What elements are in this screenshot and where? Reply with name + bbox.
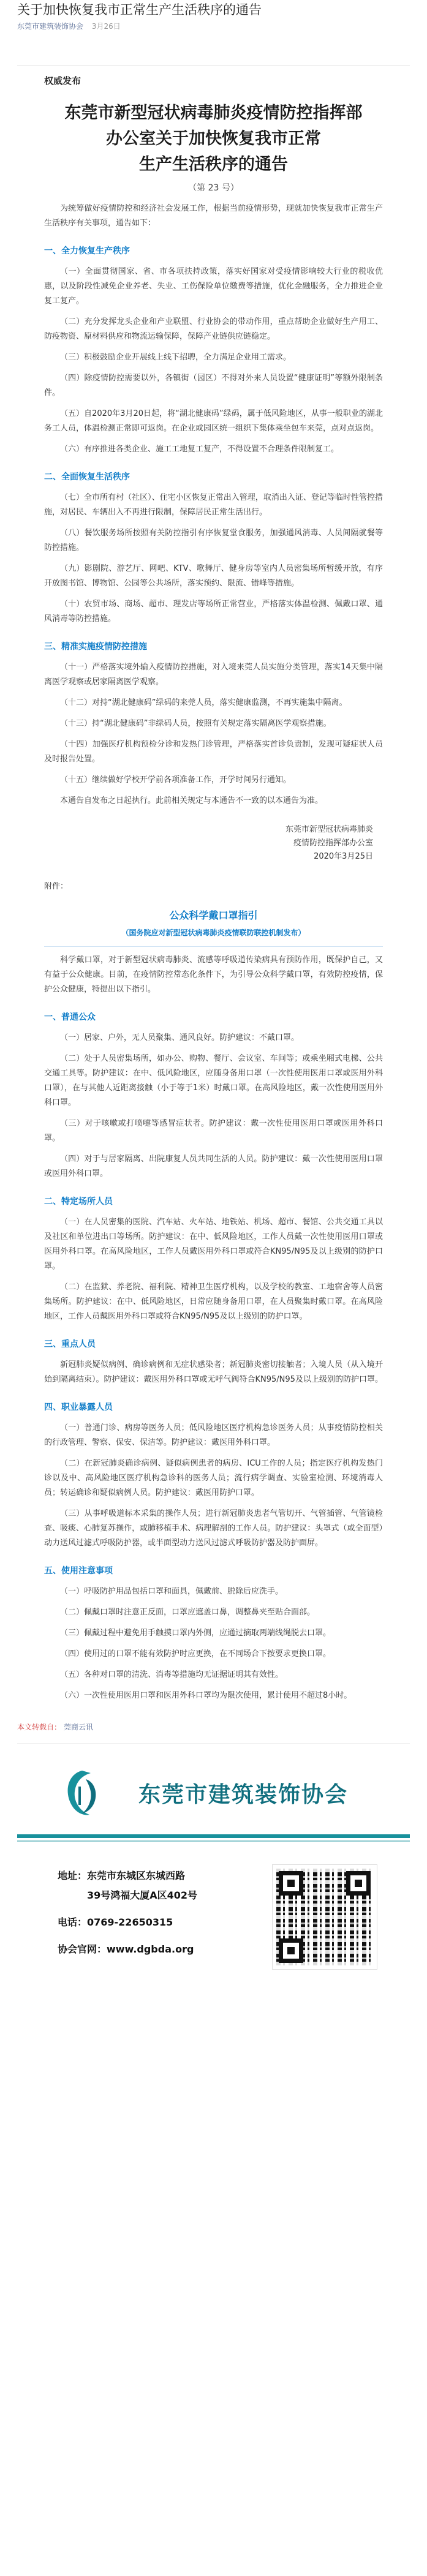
guide-paragraph: （一）居家、户外，无人员聚集、通风良好。防护建议：不戴口罩。 [60,1033,300,1042]
guide-section-2 [17,1195,410,1324]
guide-paragraph: （三）从事呼吸道标本采集的操作人员；进行新冠肺炎患者气管切开、气管插管、气管镜检查、吸痰、心肺复苏操作，或肺移植手术、病理解剖的工作人员。防护建议：头罩式（或全面型）动力送风过滤式呼吸防护器，或半面型动力送风过滤式呼吸防护器及防护面屏。 [44,1509,383,1548]
section-paragraph: （十四）加强医疗机构预检分诊和发热门诊管理，严格落实首诊负责制，发现可疑症状人员及时报告处置。 [44,740,383,764]
signature-date: 2020年3月25日 [314,852,373,861]
section-paragraph: （三）积极鼓励企业开展线上线下招聘，全力满足企业用工需求。 [60,353,292,362]
website-line[interactable]: 协会官网：www.dgbda.org [58,1943,194,1955]
section-paragraph: （十一）严格落实境外输入疫情防控措施，对入境来莞人员实施分类管理，落实14天集中隔离医学观察或居家隔离医学观察。 [44,663,383,687]
guide-section-heading: 五、使用注意事项 [44,1566,113,1576]
guide-paragraph: （二）佩戴口罩时注意正反面，口罩应遮盖口鼻，调整鼻夹至贴合面部。 [60,1608,316,1617]
guide-section-3 [17,1338,410,1387]
divider [44,946,383,947]
closing-paragraph: 本通告自发布之日起执行。此前相关规定与本通告不一致的以本通告为准。 [60,796,323,805]
document-title [17,100,410,178]
guide-section-heading: 二、特定场所人员 [44,1197,113,1207]
section-heading: 二、全面恢复生活秩序 [44,472,130,482]
guide-paragraph: （五）各种对口罩的清洗、消毒等措施均无证据证明其有效性。 [60,1670,284,1679]
section-paragraph: （二）充分发挥龙头企业和产业联盟、行业协会的带动作用，重点帮助企业做好生产用工、防疫物资、原材料供应和物流运输保障，保障产业链供应链稳定。 [44,317,383,341]
qr-code-icon [273,1865,377,1969]
section-paragraph: （五）自2020年3月20日起，将“湖北健康码”绿码，属于低风险地区，从事一般职业的湖北务工人员，体温检测正常即可返岗。在企业或园区统一组织下集体乘坐包车来莞，点对点返岗。 [44,409,383,433]
guide-paragraph: （二）处于人员密集场所，如办公、购物、餐厅、会议室、车间等；或乘坐厢式电梯、公共交通工具等。防护建议：在中、低风险地区，应随身备用口罩（一次性使用医用口罩或医用外科口罩），在与其他人近距离接触（小于等于1米）时戴口罩。在高风险地区，戴一次性使用医用外科口罩。 [44,1054,383,1107]
association-logo-icon [61,1768,100,1817]
address-line: 地址：东莞市东城区东城西路 [58,1870,186,1881]
section-2 [17,470,410,627]
document-title-line: 生产生活秩序的通告 [139,155,288,174]
account-name-link[interactable]: 东莞市建筑装饰协会 [17,22,84,31]
guide-section-1 [17,1011,410,1181]
authority-banner [17,65,410,88]
section-paragraph: （十三）持“湖北健康码”非绿码人员，按照有关规定落实隔离医学观察措施。 [60,719,331,728]
contact-info [58,1866,197,1959]
section-paragraph: （十五）继续做好学校开学前各项准备工作，开学时间另行通知。 [60,775,292,785]
source-line [0,1720,427,1734]
guide-title: 公众科学戴口罩指引 [169,910,258,921]
document-title-line: 办公室关于加快恢复我市正常 [106,129,321,148]
section-paragraph: （十二）对持“湖北健康码”绿码的来莞人员，落实健康监测，不再实施集中隔离。 [60,698,347,707]
section-heading: 三、精准实施疫情防控措施 [44,642,147,652]
source-link[interactable]: 莞商云讯 [64,1723,94,1731]
section-paragraph: （六）有序推进各类企业、施工工地复工复产，不得设置不合理条件限制复工。 [60,445,339,454]
section-1 [17,244,410,457]
section-heading: 一、全力恢复生产秩序 [44,246,130,256]
guide-paragraph: （一）普通门诊、病房等医务人员；低风险地区医疗机构急诊医务人员；从事疫情防控相关的行政管理、警察、保安、保洁等。防护建议：戴医用外科口罩。 [44,1423,383,1447]
guide-paragraph: （四）使用过的口罩不能有效防护时应更换，在不同场合下按要求更换口罩。 [60,1649,331,1659]
section-paragraph: （四）除疫情防控需要以外，各镇街（园区）不得对外来人员设置“健康证明”等额外限制条件。 [44,374,383,397]
divider [17,1840,410,1842]
section-3 [17,640,410,788]
document-number: （第 23 号） [188,183,239,193]
section-paragraph: （七）全市所有村（社区）、住宅小区恢复正常出入管理，取消出入证、登记等临时性管控措施，对居民、车辆出入不再进行限制，保障居民正常生活出行。 [44,493,383,517]
guide-paragraph: （一）在人员密集的医院、汽车站、火车站、地铁站、机场、超市、餐馆、公共交通工具以及社区和单位进出口等场所。防护建议：在中、低风险地区，工作人员戴一次性使用医用口罩或医用外科口罩。在高风险地区，工作人员戴医用外科口罩或符合KN95/N95及以上级别的防护口罩。 [44,1218,383,1271]
guide-paragraph: （二）在新冠肺炎确诊病例、疑似病例患者的病房、ICU工作的人员；指定医疗机构发热门诊以及中、高风险地区医疗机构急诊科的医务人员；流行病学调查、实验室检测、环境消毒人员；转运确诊和疑似病例人员。防护建议：戴医用防护口罩。 [44,1459,383,1497]
guide-paragraph: （二）在监狱、养老院、福利院、精神卫生医疗机构，以及学校的教室、工地宿舍等人员密集场所。防护建议：在中、低风险地区，日常应随身备用口罩，在人员聚集时戴口罩。在高风险地区，工作人员戴医用外科口罩或符合KN95/N95及以上级别的防护口罩。 [44,1282,383,1321]
guide-section-heading: 一、普通公众 [44,1012,96,1022]
post-meta [17,21,410,32]
guide-section-5 [17,1564,410,1703]
post-date: 3月26日 [91,22,121,31]
source-label: 本文转载自： [17,1723,62,1731]
section-paragraph: （十）农贸市场、商场、超市、理发店等场所正常营业，严格落实体温检测、佩戴口罩、通风消毒等防控措施。 [44,600,383,623]
signature-block [17,823,410,864]
section-paragraph: （一）全面贯彻国家、省、市各项扶持政策，落实好国家对受疫情影响较大行业的税收优惠，以及阶段性减免企业养老、失业、工伤保险单位缴费等措施，优化金融服务，全力推进企业复工复产。 [44,267,383,306]
section-paragraph: （八）餐饮服务场所按照有关防控指引有序恢复堂食服务，加强通风消毒、人员间隔就餐等防控措施。 [44,529,383,552]
signature-org: 东莞市新型冠状病毒肺炎 [285,825,373,834]
divider [17,1834,410,1838]
guide-paragraph: （三）佩戴过程中避免用手触摸口罩内外侧，应通过摘取两端线绳脱去口罩。 [60,1629,331,1638]
post-title: 关于加快恢复我市正常生产生活秩序的通告 [17,2,262,17]
signature-org: 疫情防控指挥部办公室 [293,838,373,848]
association-name: 东莞市建筑装饰协会 [138,1782,349,1807]
guide-paragraph: （四）对于与居家隔离、出院康复人员共同生活的人员。防护建议：戴一次性使用医用口罩或医用外科口罩。 [44,1154,383,1178]
guide-paragraph: （一）呼吸防护用品包括口罩和面具，佩戴前、脱除后应洗手。 [60,1587,284,1596]
phone-line: 电话：0769-22650315 [58,1916,173,1928]
section-paragraph: （九）影剧院、游艺厅、网吧、KTV、歌舞厅、健身房等室内人员密集场所暂缓开放，有序开放图书馆、博物馆、公园等公共场所，落实预约、限流、错峰等措施。 [44,564,383,588]
guide-paragraph: 新冠肺炎疑似病例、确诊病例和无症状感染者；新冠肺炎密切接触者；入境人员（从入境开始到隔离结束）。防护建议：戴医用外科口罩或无呼气阀符合KN95/N95及以上级别的防护口罩。 [44,1360,383,1384]
footer-card [17,1743,410,2011]
guide-subtitle: （国务院应对新型冠状病毒肺炎疫情联防联控机制发布） [121,928,306,937]
document-intro: 为统筹做好疫情防控和经济社会发展工作，根据当前疫情形势，现就加快恢复我市正常生产生活秩序有关事项，通告如下： [44,204,383,228]
attachment-label: 附件： [44,882,69,891]
guide-section-heading: 三、重点人员 [44,1339,96,1349]
address-line: 39号鸿福大厦A区402号 [87,1889,198,1901]
guide-section-4 [17,1401,410,1551]
document-title-line: 东莞市新型冠状病毒肺炎疫情防控指挥部 [64,104,363,122]
guide-intro: 科学戴口罩，对于新型冠状病毒肺炎、流感等呼吸道传染病具有预防作用，既保护自己，又有益于公众健康。目前，在疫情防控常态化条件下，为引导公众科学戴口罩，有效防控疫情，保护公众健康，特提出以下指引。 [44,955,383,994]
guide-paragraph: （六）一次性使用医用口罩和医用外科口罩均为限次使用，累计使用不超过8小时。 [60,1691,352,1700]
guide-paragraph: （三）对于咳嗽或打喷嚏等感冒症状者。防护建议：戴一次性使用医用口罩或医用外科口罩。 [44,1119,383,1143]
guide-section-heading: 四、职业暴露人员 [44,1403,113,1412]
authority-label: 权威发布 [44,75,81,86]
